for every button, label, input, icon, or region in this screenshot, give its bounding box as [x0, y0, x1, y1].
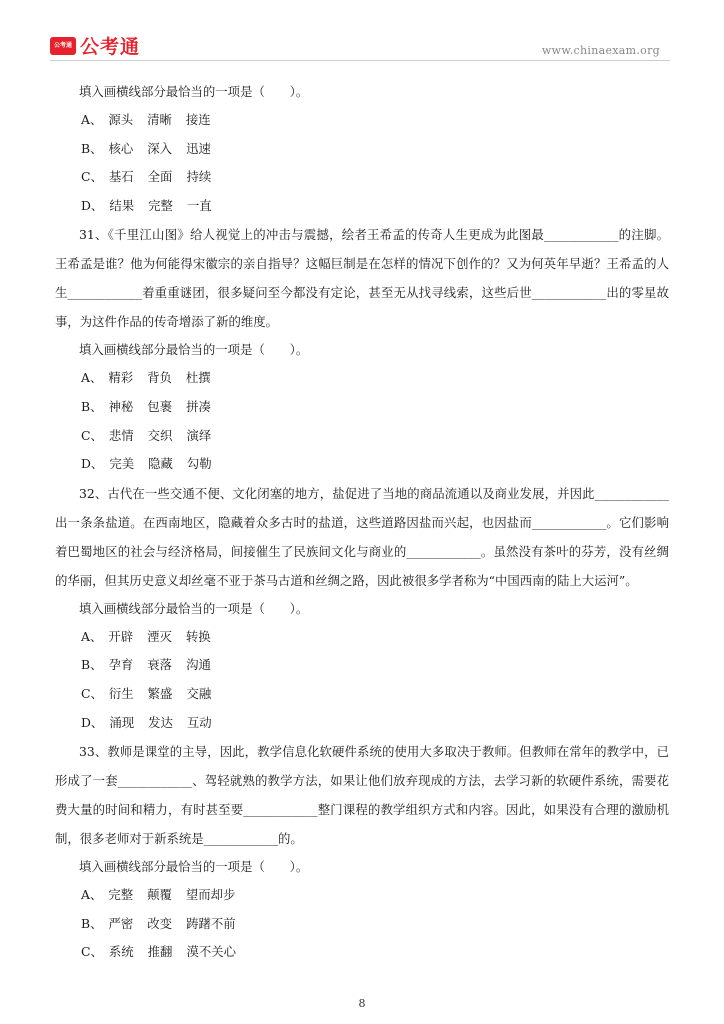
- page-header: [0, 0, 724, 62]
- option-word: 转换: [185, 628, 211, 644]
- option-label: C、: [81, 169, 103, 185]
- option-word: 严密: [108, 915, 134, 931]
- option-word: 交融: [186, 685, 212, 701]
- option-d: [55, 192, 669, 221]
- logo-badge: 公考通: [50, 37, 76, 55]
- question-prompt: 填入画横线部分最恰当的一项是（ ）。: [79, 859, 309, 875]
- option-word: 迅速: [186, 140, 211, 156]
- question-prompt: 填入画横线部分最恰当的一项是（ ）。: [79, 342, 309, 358]
- option-word: 颠覆: [147, 887, 172, 903]
- option-word: 发达: [148, 714, 173, 730]
- option-word: 繁盛: [147, 685, 173, 701]
- option-word: 交织: [147, 427, 173, 443]
- option-word: 互动: [186, 714, 212, 730]
- question-prompt: 填入画横线部分最恰当的一项是（ ）。: [79, 84, 309, 99]
- option-label: C、: [81, 685, 103, 701]
- option-word: 全面: [147, 169, 173, 185]
- option-word: 拼凑: [186, 398, 211, 414]
- option-word: 完整: [108, 887, 134, 903]
- option-a: [55, 623, 669, 652]
- option-label: D、: [81, 456, 104, 472]
- option-label: A、: [81, 887, 103, 903]
- option-label: B、: [81, 915, 103, 931]
- logo-text: 公考通: [80, 36, 141, 58]
- option-word: 持续: [186, 169, 212, 185]
- option-b: [55, 135, 669, 164]
- option-word: 勾勒: [186, 456, 212, 472]
- option-word: 推翻: [147, 944, 173, 960]
- option-label: D、: [81, 714, 104, 730]
- option-word: 演绎: [186, 427, 212, 443]
- option-word: 深入: [147, 140, 173, 156]
- option-label: D、: [81, 197, 104, 213]
- option-c: [55, 938, 669, 967]
- question-prompt: 填入画横线部分最恰当的一项是（ ）。: [79, 600, 309, 616]
- option-word: 踌躇不前: [186, 915, 236, 931]
- option-c: [55, 680, 669, 709]
- option-word: 孕育: [108, 657, 134, 673]
- option-label: A、: [81, 370, 103, 386]
- option-b: [55, 393, 669, 422]
- option-word: 悲情: [108, 427, 134, 443]
- header-divider: [50, 60, 670, 61]
- option-word: 沟通: [186, 657, 211, 673]
- option-label: B、: [81, 398, 103, 414]
- option-d: [55, 450, 669, 479]
- option-word: 基石: [108, 169, 134, 185]
- option-d: [55, 709, 669, 738]
- site-url: www.chinaexam.org: [541, 44, 660, 57]
- option-word: 一直: [186, 197, 212, 213]
- option-word: 改变: [147, 915, 173, 931]
- option-label: A、: [81, 112, 103, 127]
- option-word: 完美: [109, 456, 135, 472]
- question-31-stem: 31、《千里江山图》给人视觉上的冲击与震撼，绘者王希孟的传奇人生更成为此图最____________的注脚。王希孟是谁？他为何能得宋徽宗的亲自指导？这幅巨制是在怎样的情况下创作的？又为何英年早逝？王希孟的人生____________着重重谜团，很多疑问至今都没有定论，甚至无从找寻线索，这些后世____________出的零星故事，为这件作品的传奇增添了新的维度。: [55, 227, 669, 330]
- question-32-stem: 32、古代在一些交通不便、文化闭塞的地方，盐促进了当地的商品流通以及商业发展，并因此____________出一条条盐道。在西南地区，隐藏着众多古时的盐道，这些道路因盐而兴起，也因盐而____________。它们影响着巴蜀地区的社会与经济格局，间接催生了民族间文化与商业的____________。虽然没有茶叶的芬芳，没有丝绸的华丽，但其历史意义却丝毫不亚于茶马古道和丝绸之路，因此被很多学者称为“中国西南的陆上大运河”。: [55, 485, 669, 588]
- question-33-stem: 33、教师是课堂的主导，因此，教学信息化软硬件系统的使用大多取决于教师。但教师在常年的教学中，已形成了一套____________、驾轻就熟的教学方法，如果让他们放弃现成的方法，去学习新的软硬件系统，需要花费大量的时间和精力，有时甚至要____________整门课程的教学组织方式和内容。因此，如果没有合理的激励机制，很多老师对于新系统是____________的。: [55, 744, 669, 847]
- document-body: [55, 78, 669, 967]
- option-word: 源头: [108, 112, 134, 127]
- option-word: 系统: [108, 944, 134, 960]
- option-label: B、: [81, 657, 103, 673]
- option-word: 隐藏: [148, 456, 173, 472]
- option-word: 神秘: [108, 398, 134, 414]
- option-word: 结果: [109, 197, 135, 213]
- option-word: 开辟: [108, 628, 134, 644]
- option-word: 背负: [147, 370, 172, 386]
- option-word: 杜撰: [185, 370, 211, 386]
- option-c: [55, 163, 669, 192]
- option-a: [55, 881, 669, 910]
- option-label: B、: [81, 140, 103, 156]
- option-word: 清晰: [147, 112, 172, 127]
- option-b: [55, 910, 669, 939]
- option-a: [55, 364, 669, 393]
- option-a: [55, 106, 669, 135]
- option-word: 核心: [108, 140, 134, 156]
- option-word: 望而却步: [185, 887, 236, 903]
- option-label: C、: [81, 944, 103, 960]
- option-word: 涌现: [109, 714, 135, 730]
- option-label: C、: [81, 427, 103, 443]
- option-word: 衰落: [147, 657, 173, 673]
- option-label: A、: [81, 628, 103, 644]
- option-b: [55, 651, 669, 680]
- option-word: 漠不关心: [186, 944, 236, 960]
- option-word: 接连: [185, 112, 211, 127]
- option-word: 完整: [148, 197, 173, 213]
- page-number: 8: [358, 997, 366, 1010]
- option-word: 衍生: [108, 685, 134, 701]
- option-word: 包裹: [147, 398, 173, 414]
- option-word: 湮灭: [147, 628, 172, 644]
- option-c: [55, 422, 669, 451]
- option-word: 精彩: [108, 370, 134, 386]
